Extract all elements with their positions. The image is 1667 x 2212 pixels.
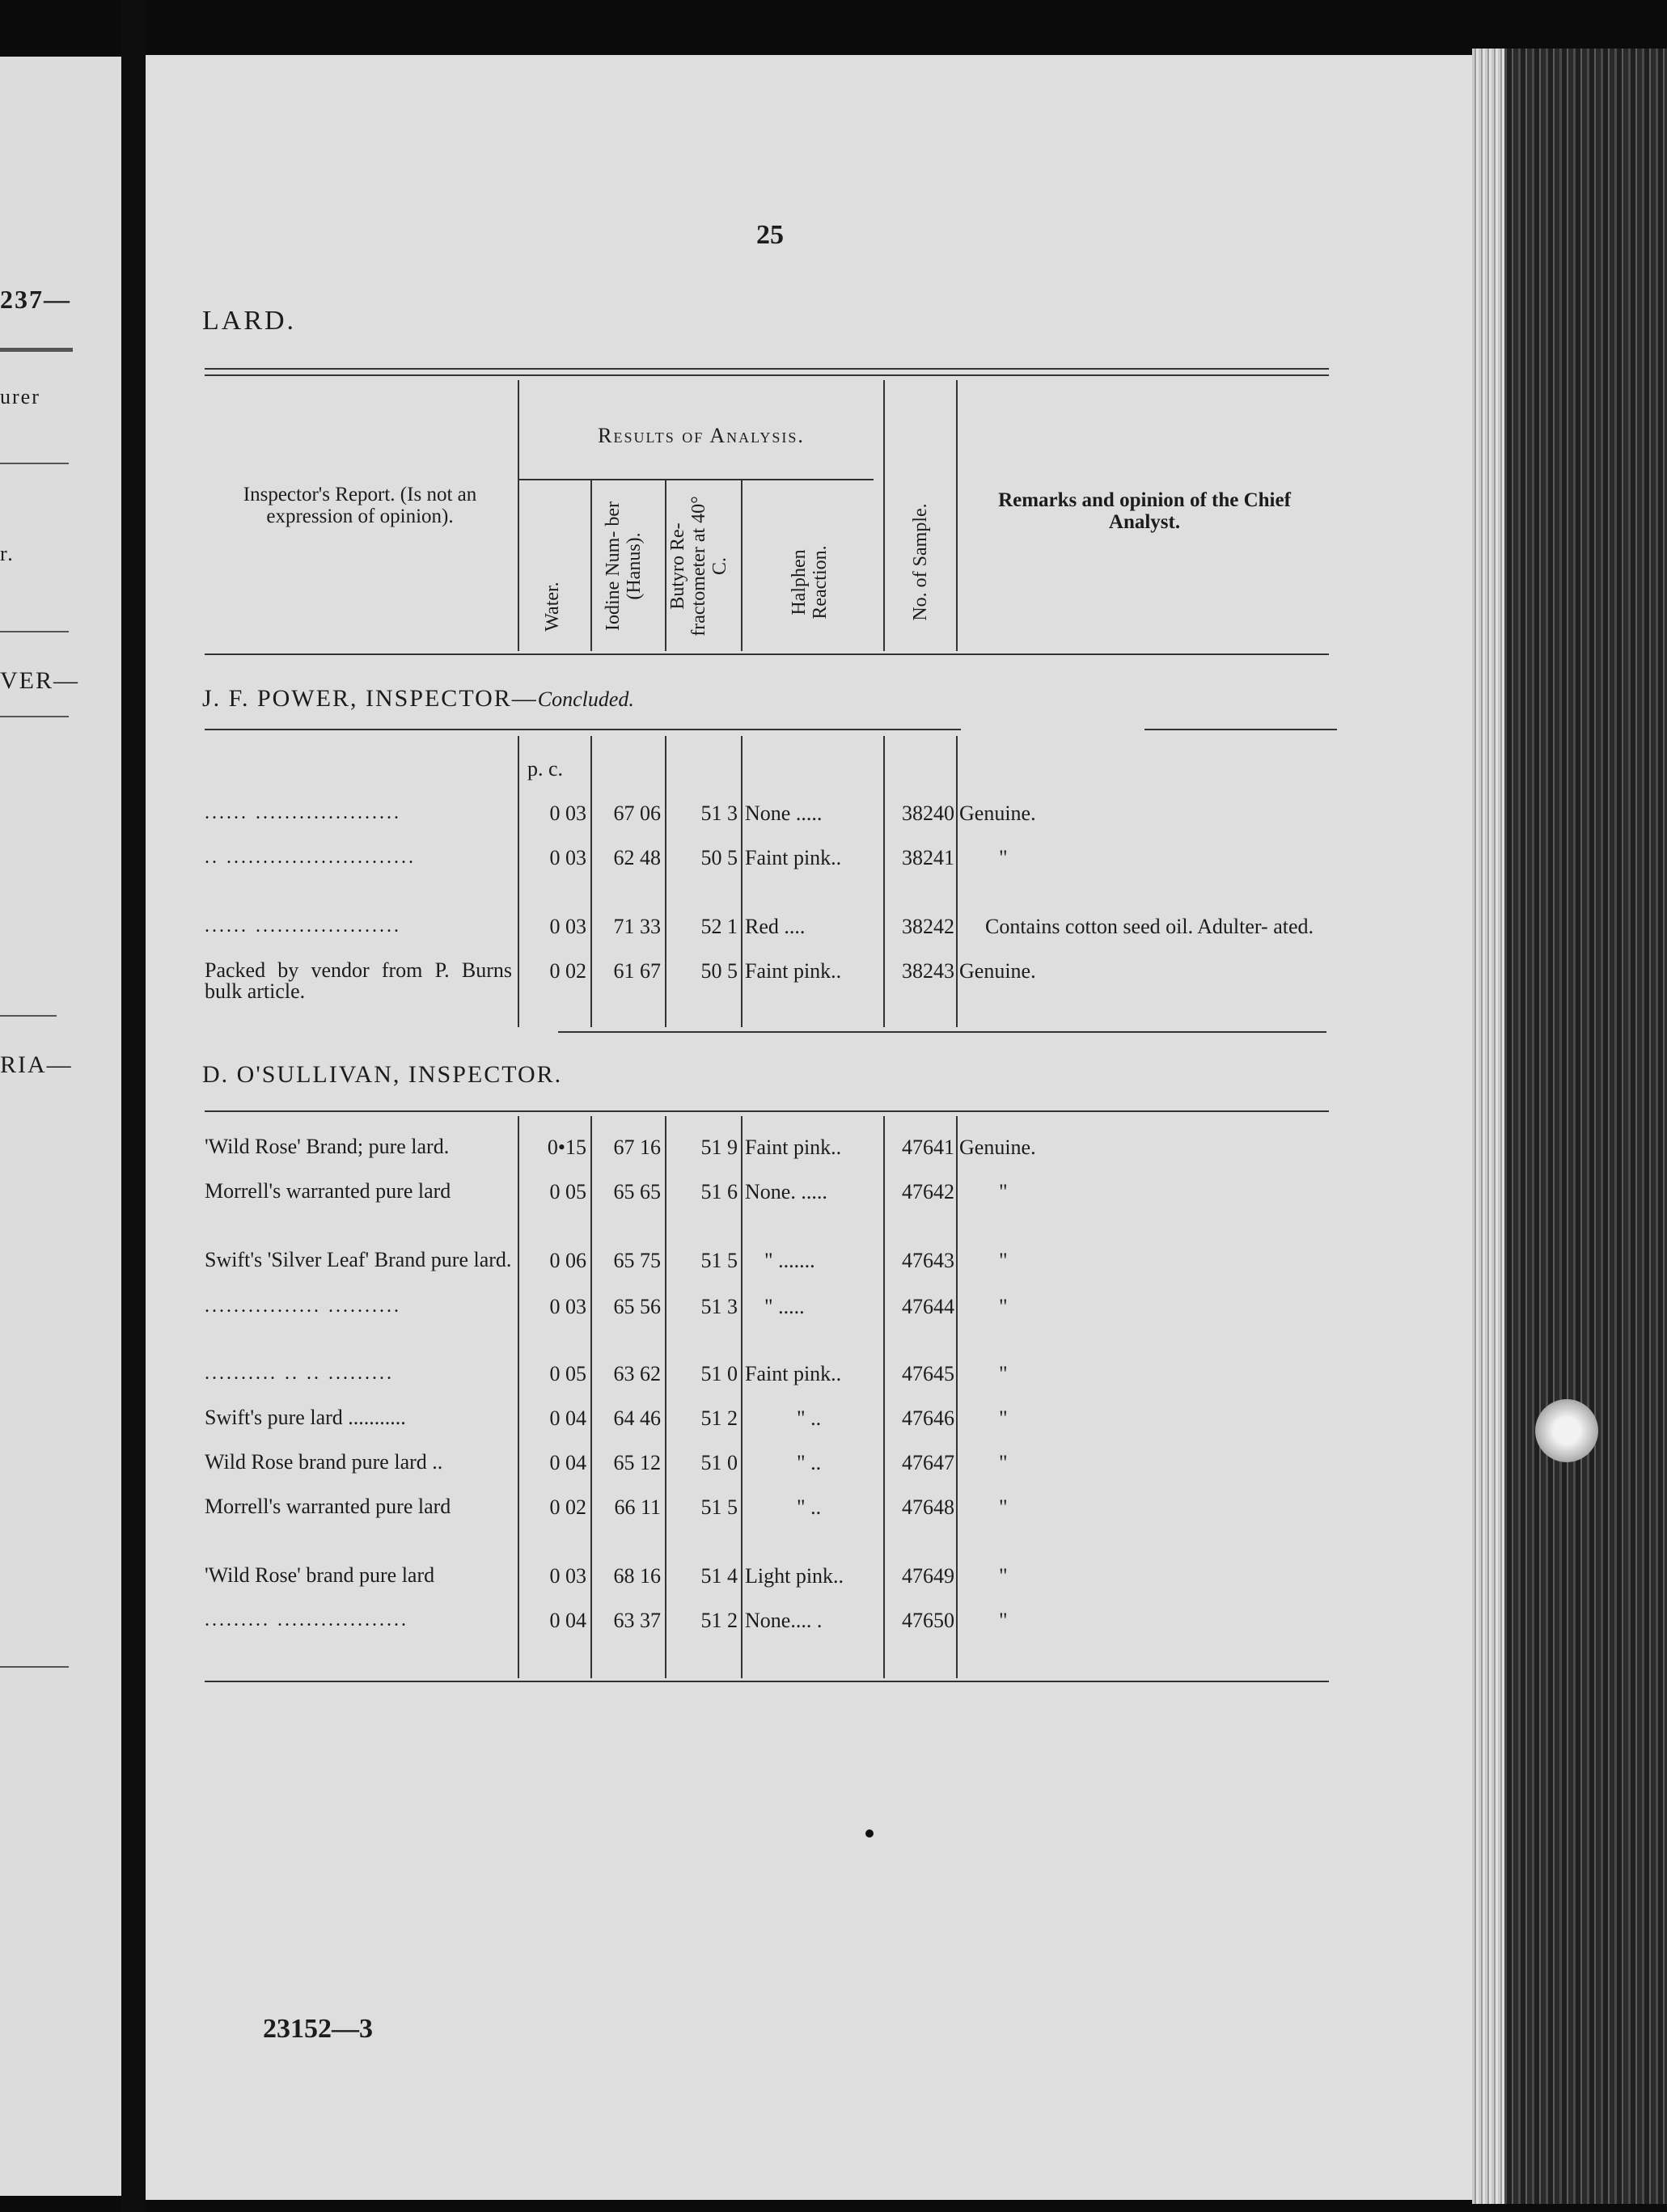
page-number: 25 (756, 220, 784, 250)
header-halphen: Halphen Reaction. (789, 545, 831, 620)
left-fragment: 237— (0, 285, 71, 314)
header-results-of-analysis: Results of Analysis. (598, 424, 805, 447)
book-gutter (121, 0, 146, 2212)
document-page (146, 55, 1472, 2200)
page-edges-light (1472, 49, 1504, 2204)
header-water: Water. (542, 582, 563, 632)
unit-label: p. c. (527, 757, 564, 780)
header-inspector-report: Inspector's Report. (Is not an expression of opinion). (243, 484, 477, 527)
ink-speck (865, 1829, 874, 1838)
left-fragment: r. (0, 542, 15, 565)
left-fragment: VER— (0, 667, 79, 694)
inspector-heading: J. F. POWER, INSPECTOR—Concluded. (202, 685, 634, 712)
left-fragment: RIA— (0, 1051, 73, 1078)
header-butyro: Butyro Re- fractometer at 40° C. (667, 496, 730, 637)
library-stamp (1535, 1399, 1598, 1462)
section-title: LARD. (202, 306, 297, 336)
header-remarks: Remarks and opinion of the Chief Analyst. (998, 489, 1291, 533)
header-iodine: Iodine Num- ber (Hanus). (603, 501, 645, 631)
left-facing-page (0, 57, 121, 2196)
footer-code: 23152—3 (263, 2014, 373, 2044)
inspector-heading: D. O'SULLIVAN, INSPECTOR. (202, 1061, 563, 1088)
left-fragment: urer (0, 385, 40, 408)
header-sample-no: No. of Sample. (910, 503, 931, 621)
